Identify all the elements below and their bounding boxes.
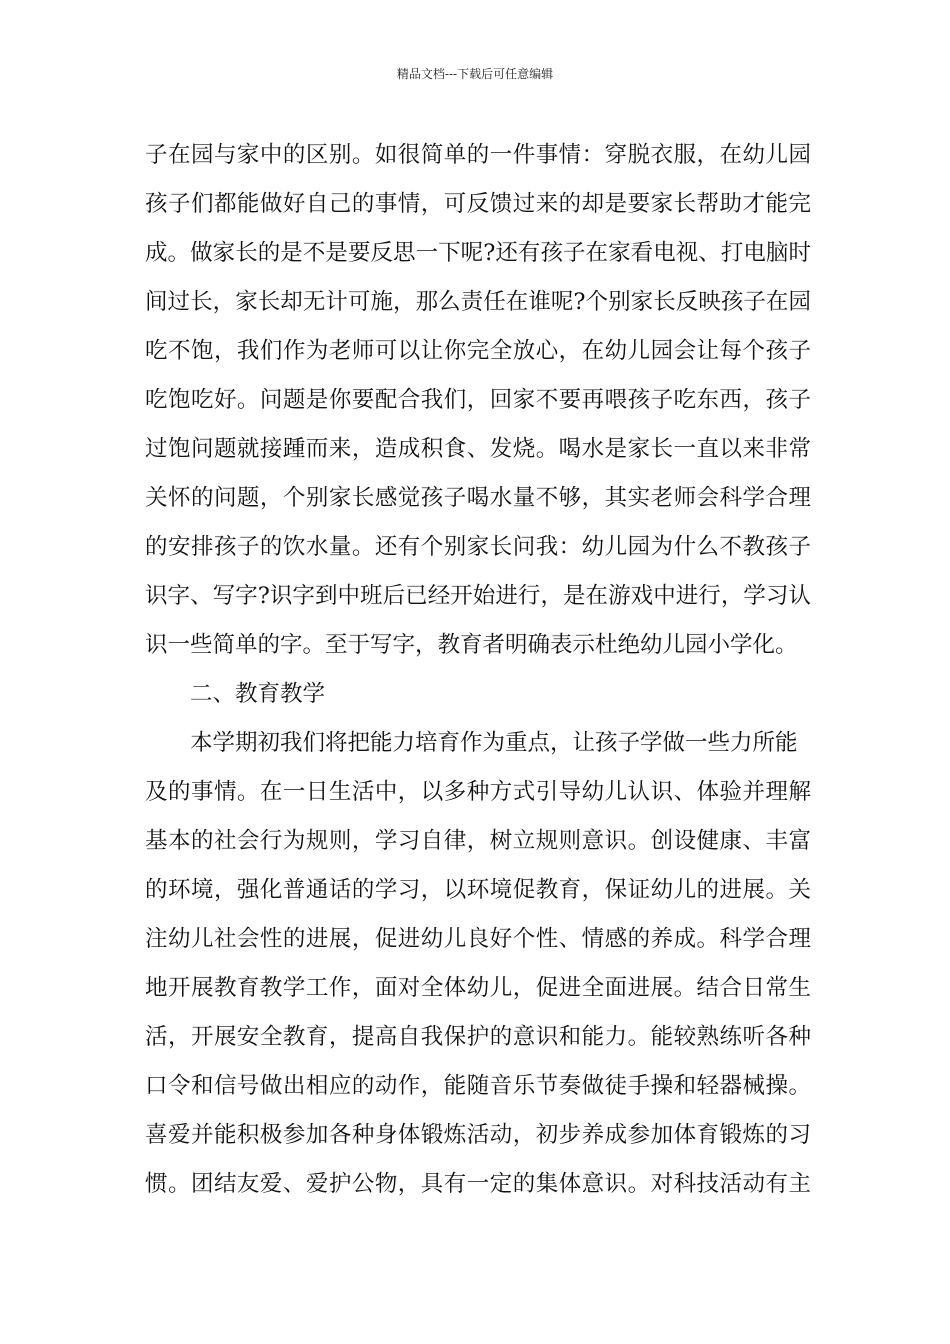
text-line: 孩子们都能做好自己的事情，可反馈过来的却是要家长帮助才能完 — [145, 191, 811, 217]
text-line: 成。做家长的是不是要反思一下呢?还有孩子在家看电视、打电脑时 — [145, 240, 811, 266]
text-line: 吃饱吃好。问题是你要配合我们，回家不要再喂孩子吃东西，孩子 — [145, 387, 811, 413]
text-line: 注幼儿社会性的进展，促进幼儿良好个性、情感的养成。科学合理 — [145, 926, 811, 952]
text-line-indented: 本学期初我们将把能力培育作为重点，让孩子学做一些力所能 — [190, 730, 798, 756]
text-line: 喜爱并能积极参加各种身体锻炼活动，初步养成参加体育锻炼的习 — [145, 1122, 811, 1148]
text-line: 吃不饱，我们作为老师可以让你完全放心，在幼儿园会让每个孩子 — [145, 338, 811, 364]
text-line: 及的事情。在一日生活中，以多种方式引导幼儿认识、体验并理解 — [145, 779, 811, 805]
text-line: 间过长，家长却无计可施，那么责任在谁呢?个别家长反映孩子在园 — [145, 289, 811, 315]
paragraph-parent-feedback — [145, 131, 811, 670]
page-header: 精品文档---下载后可任意编辑 — [396, 67, 554, 81]
paragraph-education-teaching — [145, 719, 811, 1209]
document-body — [145, 131, 811, 1209]
text-line: 识一些简单的字。至于写字，教育者明确表示杜绝幼儿园小学化。 — [145, 632, 798, 658]
text-line: 识字、写字?识字到中班后已经开始进行，是在游戏中进行，学习认 — [145, 583, 811, 609]
text-line: 惯。团结友爱、爱护公物，具有一定的集体意识。对科技活动有主 — [145, 1171, 811, 1197]
text-line: 基本的社会行为规则，学习自律，树立规则意识。创设健康、丰富 — [145, 828, 811, 854]
text-line: 的环境，强化普通话的学习，以环境促教育，保证幼儿的进展。关 — [145, 877, 811, 903]
text-line: 过饱问题就接踵而来，造成积食、发烧。喝水是家长一直以来非常 — [145, 436, 811, 462]
text-line: 的安排孩子的饮水量。还有个别家长问我：幼儿园为什么不教孩子 — [145, 534, 811, 560]
text-line: 地开展教育教学工作，面对全体幼儿，促进全面进展。结合日常生 — [145, 975, 811, 1001]
text-line: 活，开展安全教育，提高自我保护的意识和能力。能较熟练听各种 — [145, 1024, 811, 1050]
text-line: 口令和信号做出相应的动作，能随音乐节奏做徒手操和轻器械操。 — [145, 1073, 811, 1099]
text-line: 子在园与家中的区别。如很简单的一件事情：穿脱衣服，在幼儿园 — [145, 142, 811, 168]
section-heading: 二、教育教学 — [190, 681, 326, 707]
text-line: 关怀的问题，个别家长感觉孩子喝水量不够，其实老师会科学合理 — [145, 485, 811, 511]
